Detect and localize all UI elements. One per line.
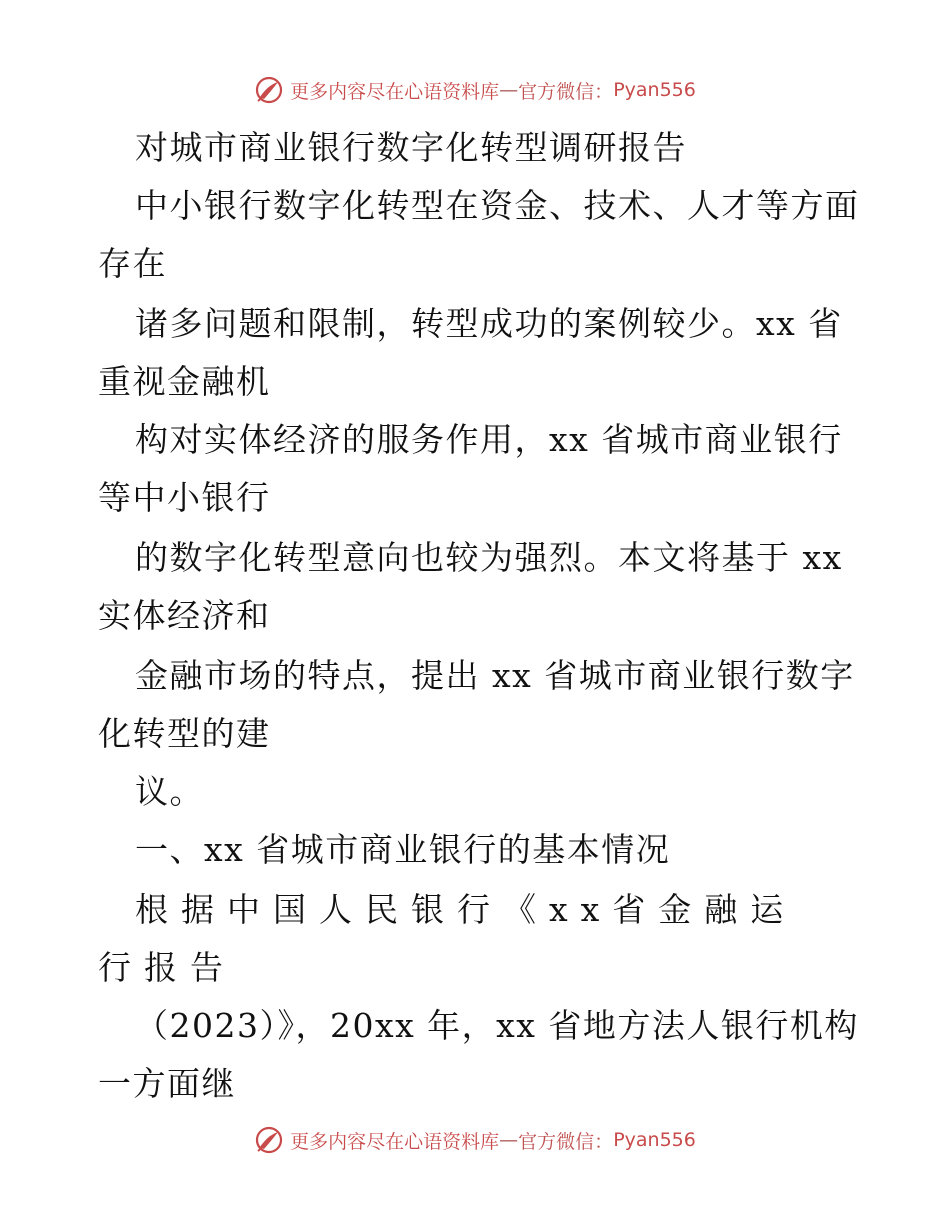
document-title: 对城市商业银行数字化转型调研报告 bbox=[135, 128, 687, 167]
header-banner bbox=[0, 70, 950, 110]
footer-banner bbox=[0, 1120, 950, 1160]
text-line: 的数字化转型意向也较为强烈。本文将基于 xx bbox=[135, 538, 843, 577]
text-line: 一方面继 bbox=[98, 1064, 236, 1103]
text-line: 议。 bbox=[135, 772, 204, 811]
banner-wechat-id: Pyan556 bbox=[613, 1129, 696, 1151]
text-line: 实体经济和 bbox=[98, 596, 271, 635]
text-line: 构对实体经济的服务作用，xx 省城市商业银行 bbox=[135, 420, 843, 459]
text-line: 根据中国人民银行《xx省金融运 bbox=[135, 890, 797, 929]
text-line: 重视金融机 bbox=[98, 362, 271, 401]
text-line: （2023）》，20xx 年，xx 省地方法人银行机构 bbox=[135, 1006, 859, 1045]
text-line: 等中小银行 bbox=[98, 478, 271, 517]
banner-text: 更多内容尽在心语资料库 bbox=[290, 80, 500, 103]
banner-text: 更多内容尽在心语资料库 bbox=[290, 1130, 500, 1153]
section-heading: 一、xx 省城市商业银行的基本情况 bbox=[135, 830, 671, 869]
text-line: 化转型的建 bbox=[98, 714, 271, 753]
text-line: 行报告 bbox=[98, 948, 236, 987]
pen-logo-icon bbox=[254, 75, 284, 105]
banner-wechat-label: 官方微信： bbox=[518, 1130, 614, 1153]
text-line: 金融市场的特点，提出 xx 省城市商业银行数字 bbox=[135, 656, 855, 695]
banner-wechat-id: Pyan556 bbox=[613, 79, 696, 101]
text-line: 诸多问题和限制，转型成功的案例较少。xx 省 bbox=[135, 304, 843, 343]
text-line: 中小银行数字化转型在资金、技术、人才等方面 bbox=[135, 186, 860, 225]
banner-separator: — bbox=[499, 1129, 519, 1151]
text-line: 存在 bbox=[98, 244, 167, 283]
pen-logo-icon bbox=[254, 1125, 284, 1155]
banner-separator: — bbox=[499, 79, 519, 101]
banner-wechat-label: 官方微信： bbox=[518, 80, 614, 103]
